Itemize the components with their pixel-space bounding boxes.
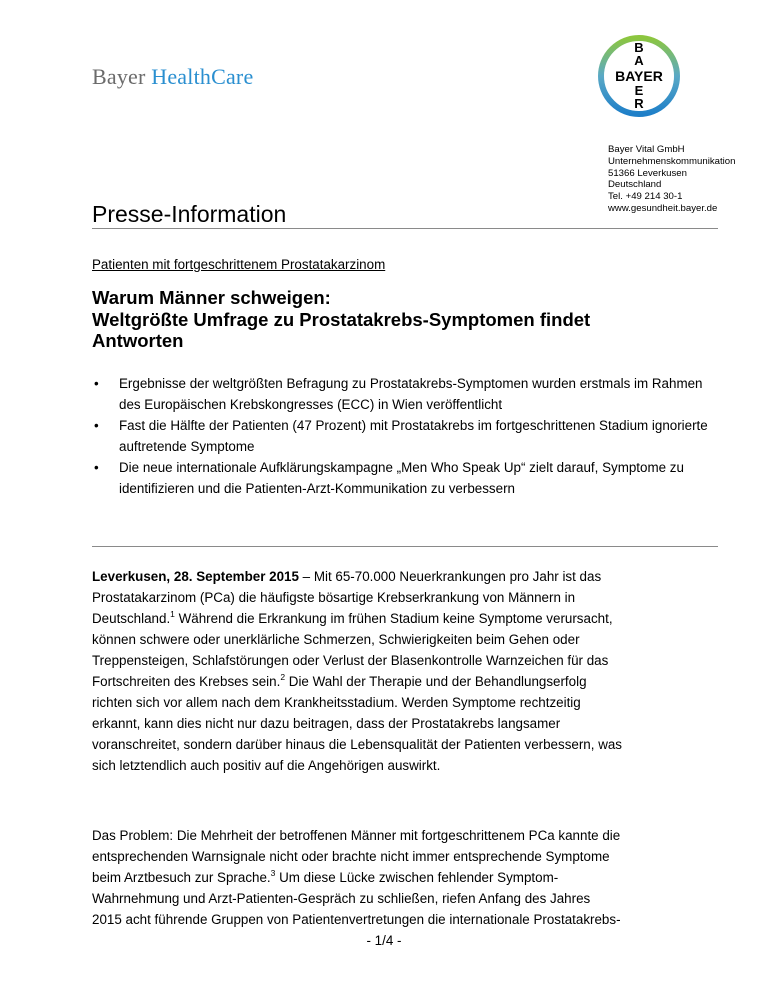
page-title: Presse-Information — [92, 201, 287, 227]
paragraph-line: können schwere oder unerklärliche Schmerzen, Schwierigkeiten beim Gehen oder — [92, 632, 580, 647]
headline — [92, 287, 718, 352]
headline-line: Warum Männer schweigen: — [92, 287, 331, 308]
paragraph-line: Treppensteigen, Schlafstörungen oder Verlust der Blasenkontrolle Warnzeichen für das — [92, 653, 609, 668]
paragraph-line: richten sich vor allem nach dem Krankheitsstadium. Werden Symptome rechtzeitig — [92, 695, 581, 710]
bullet-text: Die neue internationale Aufklärungskampagne „Men Who Speak Up“ zielt darauf, Symptome zu identifizieren und die Patienten-Arzt-Kommunikation zu verbessern — [119, 460, 684, 496]
contact-company: Bayer Vital GmbH — [608, 144, 685, 155]
line-text: Die Wahl der Therapie und der Behandlungserfolg — [285, 674, 587, 689]
line-text: beim Arztbesuch zur Sprache. — [92, 870, 271, 885]
bullet-item — [92, 373, 718, 415]
paragraph-line: voranschreitet, sondern darüber hinaus die Lebensqualität der Patienten verbessern, was — [92, 737, 623, 752]
contact-department: Unternehmenskommunikation — [608, 155, 736, 167]
bullet-text: Fast die Hälfte der Patienten (47 Prozent) mit Prostatakrebs im fortgeschrittenen Stadium ignorierte auftretende Symptome — [119, 418, 708, 454]
paragraph-line: sich letztendlich auch positiv auf die Angehörigen auswirkt. — [92, 758, 441, 773]
logo-letter-r: R — [634, 96, 644, 111]
line-text: Um diese Lücke zwischen fehlender Symptom- — [275, 870, 559, 885]
logo-letter-e: E — [634, 83, 644, 98]
paragraph-line: Wahrnehmung und Arzt-Patienten-Gespräch zu schließen, riefen Anfang des Jahres — [92, 891, 591, 906]
bullet-item — [92, 415, 718, 457]
paragraph-line: erkannt, kann dies nicht nur dazu beitragen, dass der Prostatakrebs langsamer — [92, 716, 561, 731]
brand-bayer: Bayer — [92, 64, 146, 89]
logo-letter-b: B — [634, 40, 644, 55]
paragraph-line: Das Problem: Die Mehrheit der betroffenen Männer mit fortgeschrittenem PCa kannte die — [92, 828, 621, 843]
footnote-ref: 1 — [170, 609, 175, 619]
body-paragraph-2 — [92, 825, 718, 930]
bayer-cross-logo — [597, 34, 681, 118]
contact-website: www.gesundheit.bayer.de — [608, 202, 718, 214]
bullet-item — [92, 457, 718, 499]
page-number: - 1/4 - — [366, 933, 402, 948]
contact-country: Deutschland — [608, 179, 662, 191]
dateline: Leverkusen, 28. September 2015 — [92, 569, 299, 584]
paragraph-line: 2015 acht führende Gruppen von Patientenvertretungen die internationale Prostatakrebs- — [92, 912, 621, 927]
line-text: Während die Erkrankung im frühen Stadium keine Symptome verursacht, — [174, 611, 613, 626]
logo-letter-a: A — [634, 53, 644, 68]
bullet-icon: • — [94, 418, 99, 433]
line-text: Fortschreiten des Krebses sein. — [92, 674, 281, 689]
bullet-text: Ergebnisse der weltgrößten Befragung zu Prostatakrebs-Symptomen wurden erstmals im Rahmen des Europäischen Krebskongresses (ECC) in Wien veröffentlicht — [119, 376, 703, 412]
summary-bullet-list — [92, 373, 718, 499]
kicker-line: Patienten mit fortgeschrittenem Prostatakarzinom — [92, 257, 386, 272]
section-divider — [92, 546, 718, 547]
paragraph-line: Prostatakarzinom (PCa) die häufigste bösartige Krebserkrankung von Männern in — [92, 590, 576, 605]
footnote-ref: 2 — [280, 672, 286, 682]
bullet-icon: • — [94, 376, 99, 391]
contact-city: 51366 Leverkusen — [608, 167, 687, 179]
footnote-ref: 3 — [270, 868, 276, 878]
headline-line: Weltgrößte Umfrage zu Prostatakrebs-Symptomen findet — [92, 308, 591, 330]
paragraph-line — [92, 566, 718, 587]
contact-block — [608, 144, 735, 215]
header-divider — [92, 228, 718, 229]
bullet-icon: • — [94, 460, 99, 475]
paragraph-line — [92, 608, 718, 629]
contact-phone: Tel. +49 214 30-1 — [608, 191, 683, 203]
body-paragraph-1 — [92, 566, 718, 776]
paragraph-line — [92, 867, 718, 888]
headline-line: Antworten — [92, 330, 184, 351]
line-text: – Mit 65-70.000 Neuerkrankungen pro Jahr ist das — [298, 569, 602, 584]
paragraph-line: entsprechenden Warnsignale nicht oder brachte nicht immer entsprechende Symptome — [92, 849, 610, 864]
logo-word-bayer: BAYER — [615, 68, 663, 84]
paragraph-line — [92, 671, 718, 692]
bayer-healthcare-logo — [92, 64, 253, 90]
brand-healthcare: HealthCare — [151, 64, 254, 89]
line-text: Deutschland. — [92, 611, 171, 626]
